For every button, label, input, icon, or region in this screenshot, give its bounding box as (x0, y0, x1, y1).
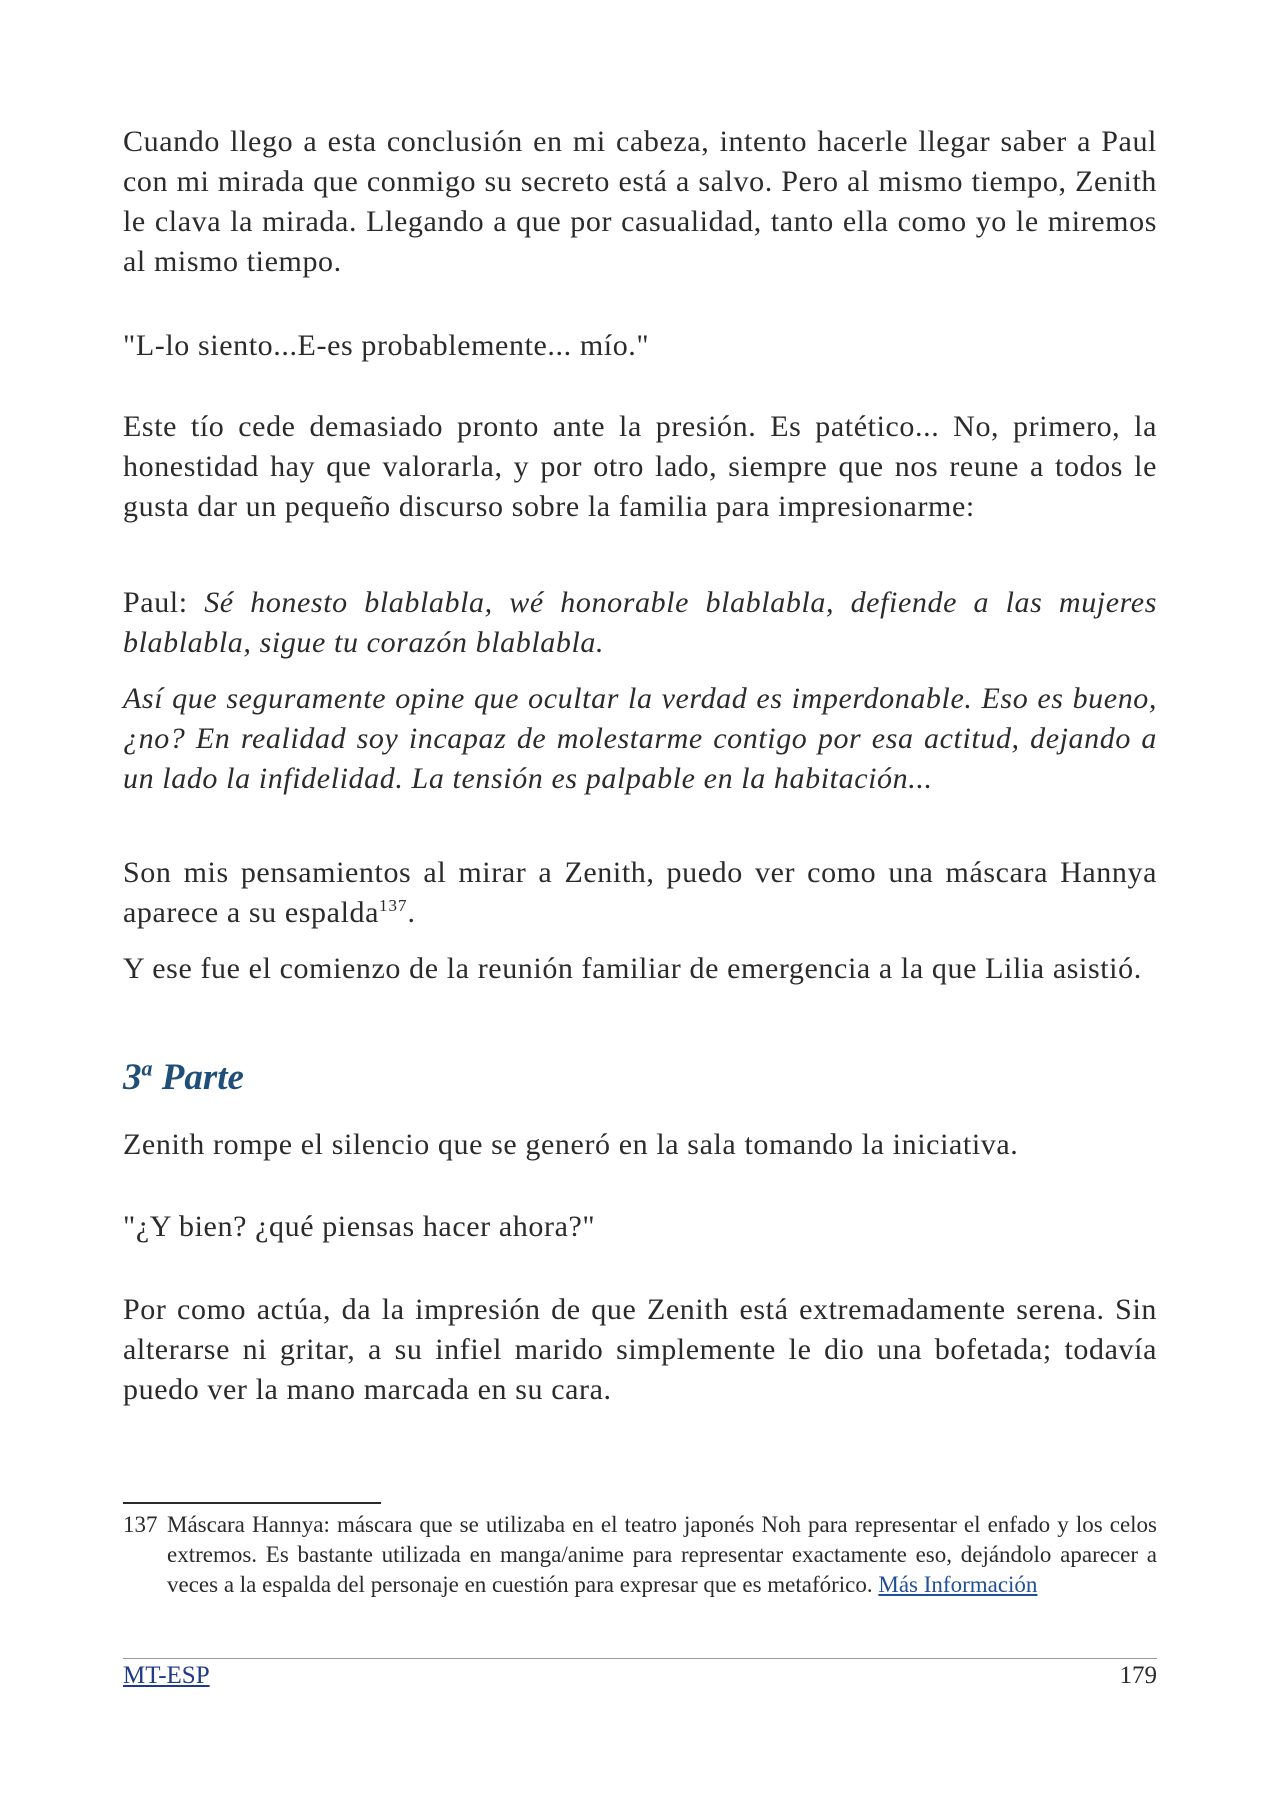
paragraph (123, 122, 1157, 282)
paragraph (123, 407, 1157, 527)
italic-thought (123, 679, 1157, 799)
dialogue-line (123, 1207, 1157, 1247)
paragraph-text: Cuando llego a esta conclusión en mi cabeza, intento hacerle llegar saber a Paul con mi mirada que conmigo su secreto está a salvo. Pero al mismo tiempo, Zenith le clava la mirada. Llegando a que por casualidad, tanto ella como yo le miremos al mismo tiempo. (123, 125, 1157, 278)
paragraph-text: Así que seguramente opine que ocultar la verdad es imperdonable. Eso es bueno, ¿no? En realidad soy incapaz de molestarme contigo por esa actitud, dejando a un lado la infidelidad. La tensión es palpable en la habitación... (123, 682, 1157, 795)
speech-quote: Sé honesto blablabla, wé honorable blablabla, defiende a las mujeres blablabla, sigue tu corazón blablabla. (123, 586, 1157, 659)
footnote (123, 1510, 1157, 1600)
paragraph (123, 1125, 1157, 1165)
heading-label: Parte (161, 1057, 244, 1098)
more-info-link[interactable]: Más Información (878, 1572, 1038, 1597)
paragraph-text (123, 583, 1157, 663)
quoted-speech (123, 583, 1157, 663)
paragraph-span: Son mis pensamientos al mirar a Zenith, puedo ver como una máscara Hannya aparece a su espalda (123, 856, 1157, 929)
paragraph (123, 853, 1157, 933)
footnote-body: Máscara Hannya: máscara que se utilizaba en el teatro japonés Noh para representar el enfado y los celos extremos. Es bastante utilizada en manga/anime para representar exactamente eso, dejándolo aparecer a veces a la espalda del personaje en cuestión para expresar que es metafórico. (167, 1512, 1157, 1597)
paragraph-text: Y ese fue el comienzo de la reunión familiar de emergencia a la que Lilia asistió. (123, 952, 1142, 985)
dialogue-line (123, 326, 1157, 366)
footnote-number: 137 (123, 1512, 158, 1537)
paragraph-text: "¿Y bien? ¿qué piensas hacer ahora?" (123, 1210, 596, 1243)
page-number: 179 (1119, 1662, 1157, 1689)
paragraph-text: Por como actúa, da la impresión de que Zenith está extremadamente serena. Sin alterarse ni gritar, a su infiel marido simplemente le dio una bofetada; todavía puedo ver la mano marcada en su cara. (123, 1293, 1157, 1406)
paragraph (123, 1290, 1157, 1410)
footer-divider (123, 1658, 1157, 1659)
footnote-text (167, 1510, 1157, 1600)
footer-site-link[interactable]: MT-ESP (123, 1662, 210, 1689)
footnote-reference[interactable]: 137 (379, 896, 408, 915)
paragraph-text (123, 853, 1157, 933)
footnote-separator (123, 1502, 381, 1504)
paragraph (123, 949, 1157, 989)
paragraph-text: "L-lo siento...E-es probablemente... mío." (123, 329, 650, 362)
paragraph-text: Este tío cede demasiado pronto ante la presión. Es patético... No, primero, la honestidad hay que valorarla, y por otro lado, siempre que nos reune a todos le gusta dar un pequeño discurso sobre la familia para impresionarme: (123, 410, 1157, 523)
paragraph-text: Zenith rompe el silencio que se generó en la sala tomando la iniciativa. (123, 1128, 1019, 1161)
speaker-label: Paul: (123, 586, 205, 619)
section-heading (123, 1053, 244, 1103)
paragraph-span: . (407, 896, 416, 929)
heading-number: 3 (123, 1057, 142, 1098)
heading-ordinal: a (141, 1055, 153, 1081)
